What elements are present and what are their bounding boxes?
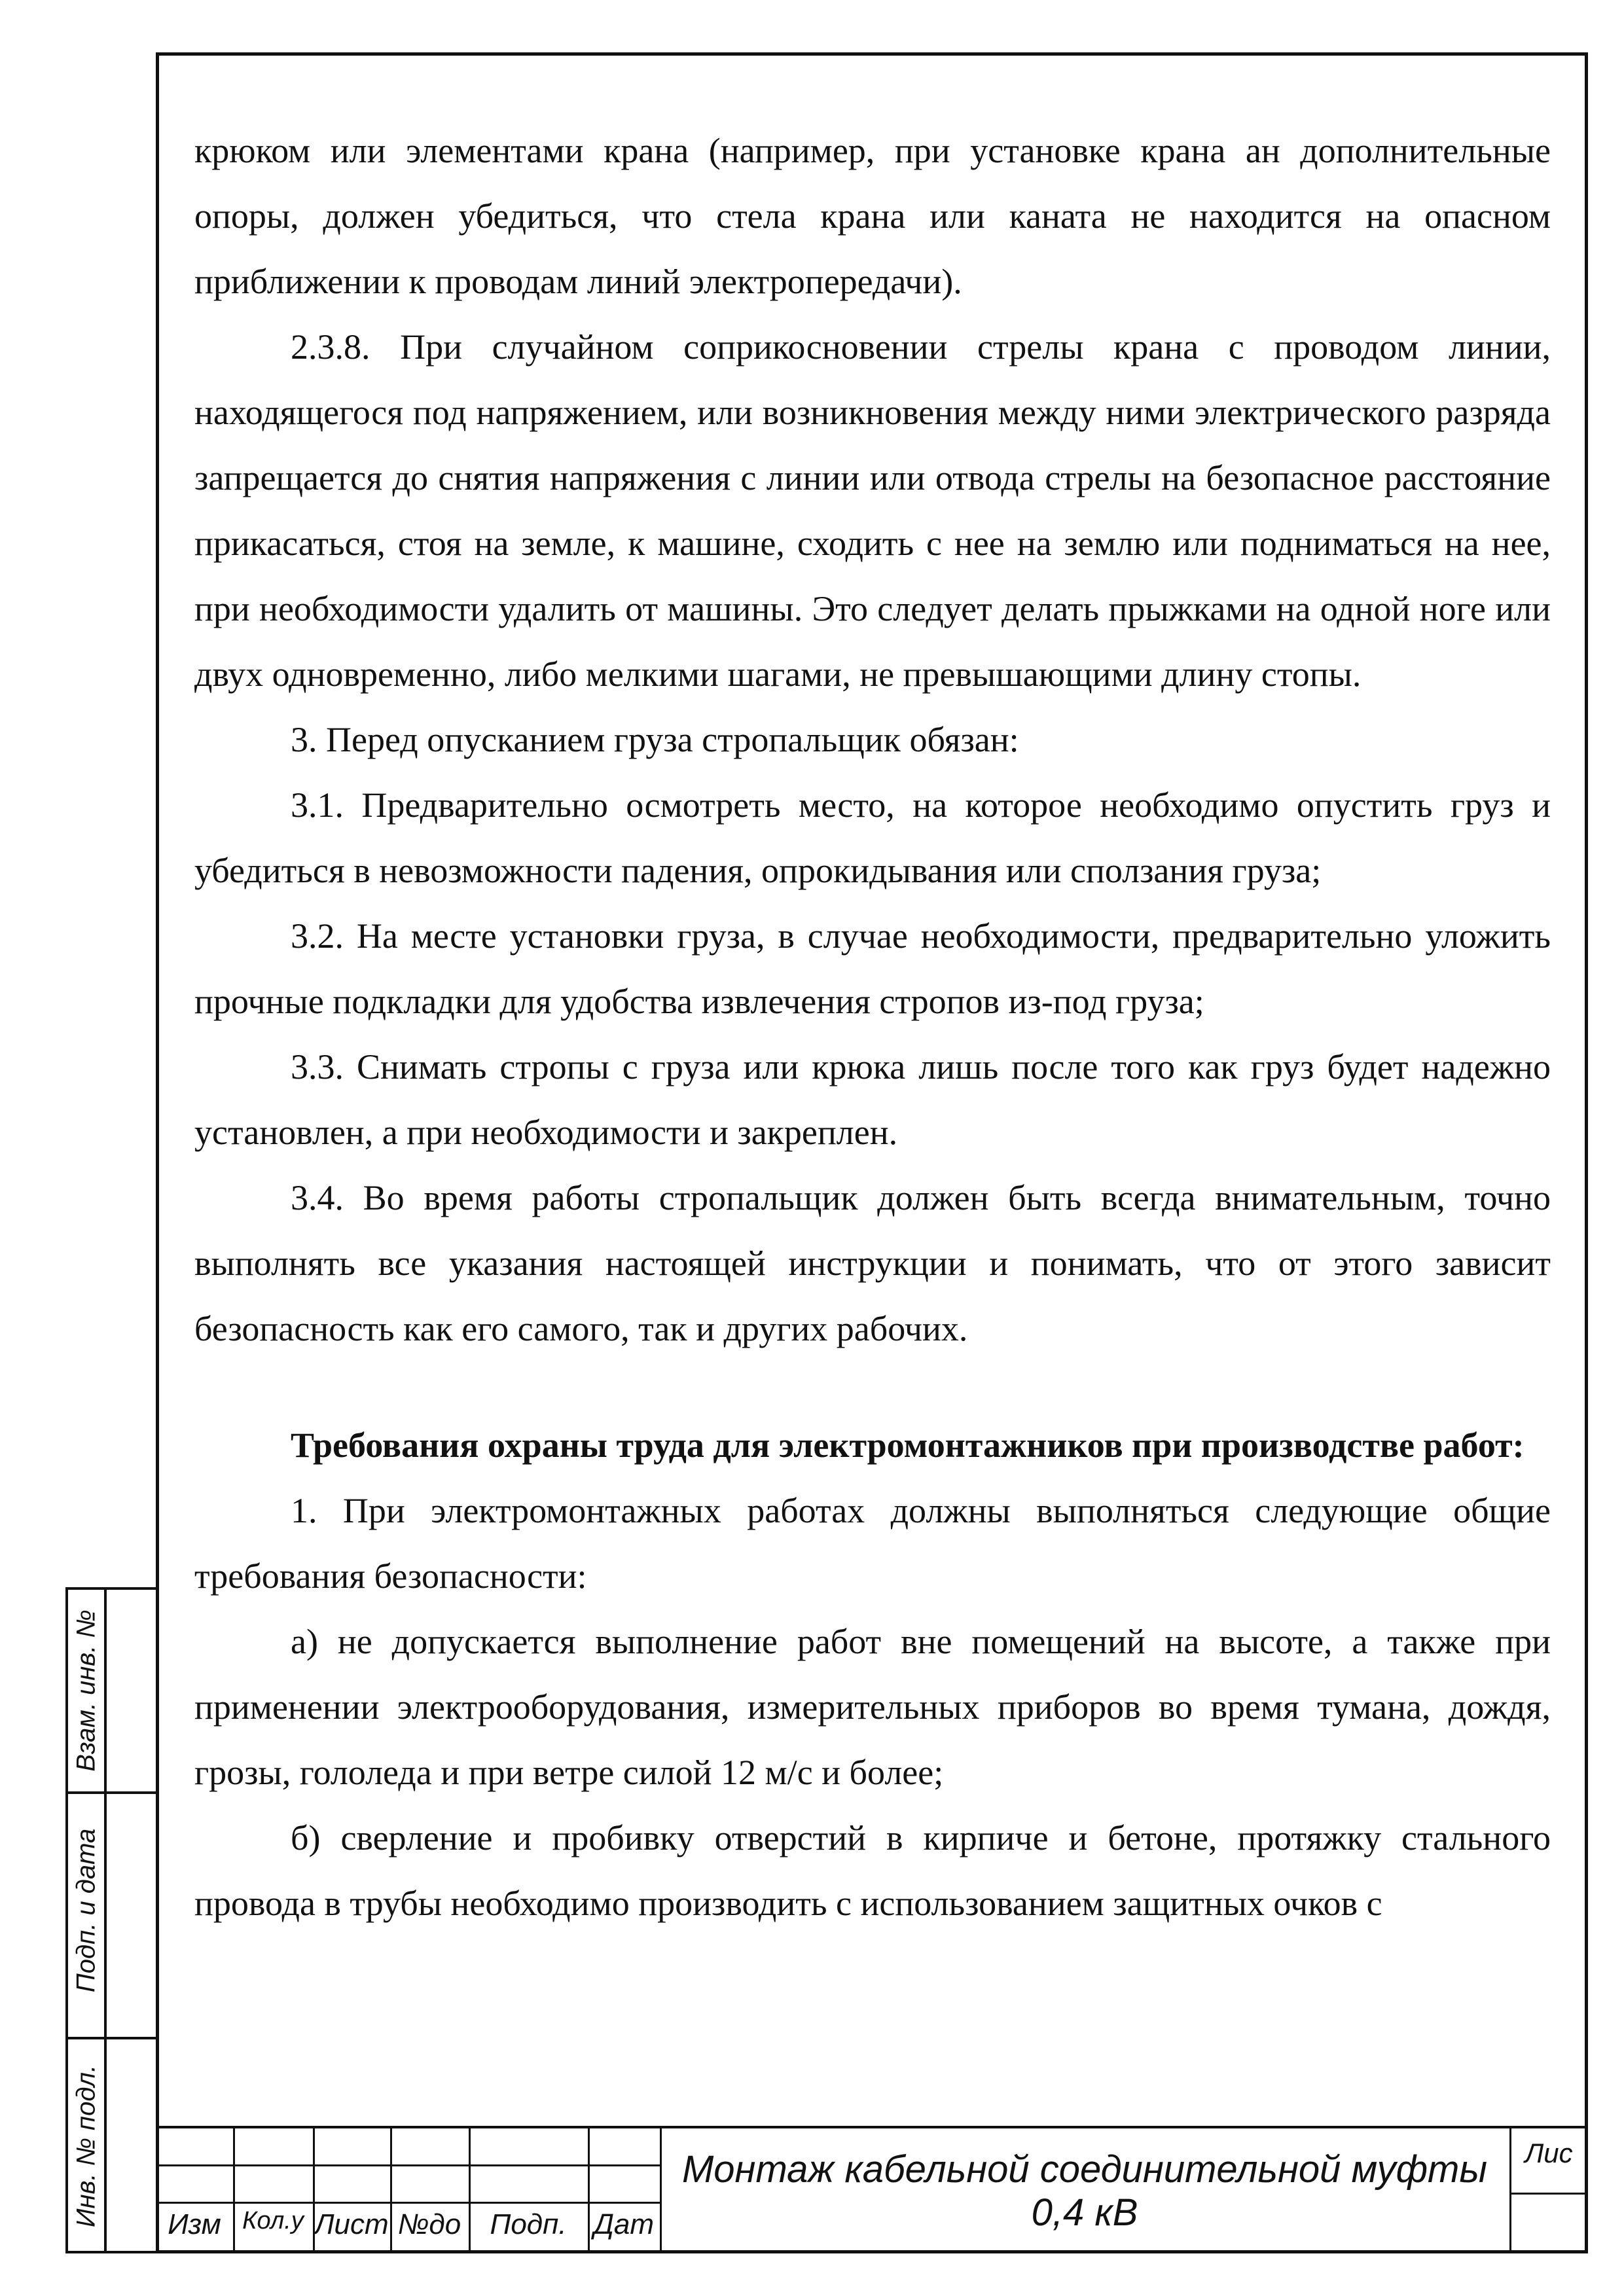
paragraph: 2.3.8. При случайном соприкосновении стрелы крана с проводом линии, находящегося под напряжением, или возникновения между ними электрического разряда запрещается до снятия напряжения с линии или отвода стрелы на безопасное расстояние прикасаться, стоя на земле, к машине, сходить с нее на землю или подниматься на нее, при необходимости удалить от машины. Это следует делать прыжками на одной ноге или двух одновременно, либо мелкими шагами, не превышающими длину стопы. <box>194 327 1551 694</box>
paragraph: а) не допускается выполнение работ вне помещений на высоте, а также при применении электрооборудования, измерительных приборов во время тумана, дождя, грозы, гололеда и при ветре силой 12 м/с и более; <box>194 1622 1551 1792</box>
label-inv-podl: Инв. № подл. <box>71 2064 101 2228</box>
side-divider <box>68 2037 156 2039</box>
document-title <box>660 2148 1509 2234</box>
paragraph: 3.2. На месте установки груза, в случае необходимости, предварительно уложить прочные подкладки для удобства извлечения стропов из-под груза; <box>194 916 1551 1021</box>
paragraph: 3. Перед опусканием груза стропальщик обязан: <box>291 720 1019 759</box>
sheet-label: Лис <box>1525 2138 1573 2168</box>
column-izm: Изм <box>168 2208 221 2240</box>
paragraph: 1. При электромонтажных работах должны выполняться следующие общие требования безопасности: <box>194 1491 1551 1596</box>
label-podp-data: Подп. и дата <box>71 1828 101 1993</box>
column-podp: Подп. <box>490 2208 567 2240</box>
side-divider <box>104 1590 107 2251</box>
grid-line <box>156 2202 660 2204</box>
title-line: Монтаж кабельной соединительной муфты <box>681 2148 1488 2191</box>
column-kol-u: Кол.у <box>242 2207 304 2234</box>
grid-line <box>156 2164 660 2166</box>
paragraph: б) сверление и пробивку отверстий в кирпиче и бетоне, протяжку стального провода в трубы необходимо производить с использованием защитных очков с <box>194 1818 1551 1923</box>
column-data: Дат <box>593 2208 655 2240</box>
column-list: Лист <box>314 2208 389 2240</box>
label-vzam-inv: Взам. инв. № <box>71 1609 101 1772</box>
title-line: 0,4 кВ <box>1031 2191 1138 2234</box>
paragraph: 3.3. Снимать стропы с груза или крюка лишь после того как груз будет надежно установлен, а при необходимости и закреплен. <box>194 1047 1551 1152</box>
title-block <box>156 2126 1588 2253</box>
paragraph: 3.1. Предварительно осмотреть место, на которое необходимо опустить груз и убедиться в невозможности падения, опрокидывания или сползания груза; <box>194 785 1551 890</box>
side-stamp-block <box>65 1587 156 2253</box>
column-ndok: №до <box>397 2208 461 2240</box>
side-divider <box>68 1791 156 1794</box>
grid-line <box>1509 2193 1588 2195</box>
section-heading: Требования охраны труда для электромонтажников при производстве работ: <box>291 1426 1525 1465</box>
document-body <box>194 118 1551 1936</box>
paragraph: крюком или элементами крана (например, при установке крана ан дополнительные опоры, должен убедиться, что стела крана или каната не находится на опасном приближении к проводам линий электропередачи). <box>194 131 1551 301</box>
paragraph: 3.4. Во время работы стропальщик должен быть всегда внимательным, точно выполнять все указания настоящей инструкции и понимать, что от этого зависит безопасность как его самого, так и других рабочих. <box>194 1178 1551 1348</box>
